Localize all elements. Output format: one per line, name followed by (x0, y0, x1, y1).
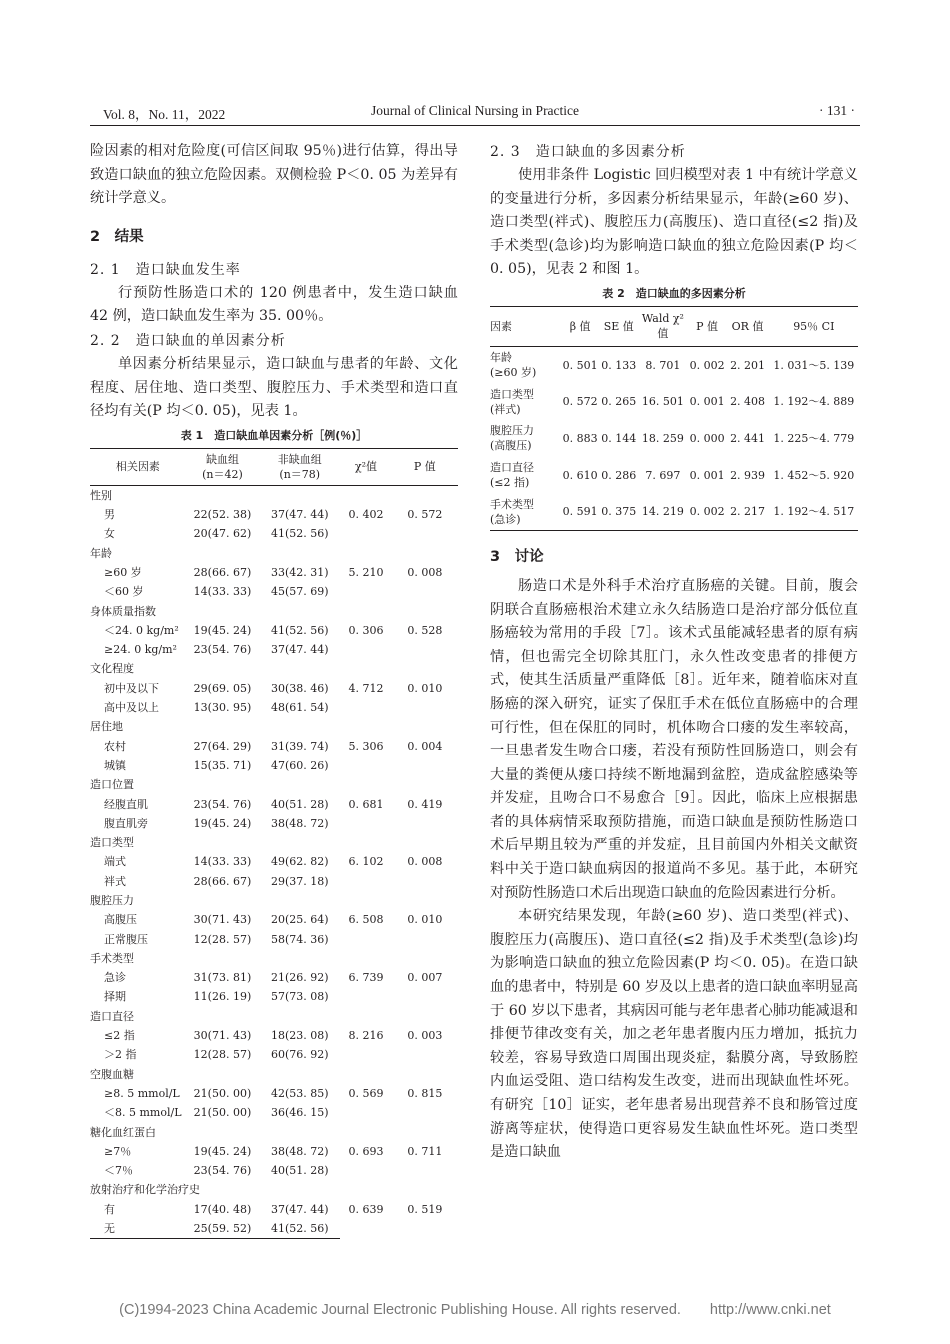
t1-sub-label: ≥60 岁 (104, 565, 142, 579)
t1-sub-label: ＜24. 0 kg/m² (104, 623, 179, 637)
t1-non-ischemia-cell: 29(37. 18) (270, 874, 329, 888)
t1-ischemia-cell: 15(35. 71) (193, 758, 252, 772)
t1-non-ischemia-cell: 37(47. 44) (270, 508, 329, 522)
t1-non-ischemia-cell: 45(57. 69) (270, 585, 329, 599)
t1-p-value: 0. 008 (407, 565, 443, 579)
t2-wald-cell: 16. 501 (641, 395, 684, 409)
t1-ischemia-cell: 27(64. 29) (193, 739, 252, 753)
t1-group-name: 造口直径 (90, 1009, 134, 1023)
t2-factor-cell (490, 384, 560, 421)
t1-p-value: 0. 711 (407, 1144, 443, 1158)
t2-or-cell: 2. 201 (730, 358, 766, 372)
t1-sub-label: 高腹压 (104, 913, 137, 927)
t2-beta-cell: 0. 610 (562, 468, 598, 482)
copyright-footer: (C)1994-2023 China Academic Journal Electronic Publishing House. All rights reserved. http://www.cnki.net (119, 1302, 831, 1318)
t2-row (490, 384, 858, 421)
t1-ischemia-cell: 14(33. 33) (193, 585, 252, 599)
t2-wald-cell: 18. 259 (641, 431, 684, 445)
t2-ci-cell: 1. 225～4. 779 (773, 431, 855, 445)
t1-header-non-ischemia: 非缺血组 (n＝78) (259, 448, 340, 485)
t1-group-row (90, 833, 458, 852)
t1-chi-value: 6. 739 (348, 971, 384, 985)
t1-ischemia-cell: 21(50. 00) (193, 1086, 252, 1100)
t2-header-p: P 值 (689, 306, 726, 346)
t1-header-chi: χ²值 (340, 448, 392, 485)
t2-factor-cell (490, 457, 560, 494)
t1-non-ischemia-cell: 40(51. 28) (270, 1164, 329, 1178)
section-3-heading: 3 讨论 (490, 548, 544, 565)
t1-sub-label: 初中及以下 (104, 681, 159, 695)
t1-chi-value: 0. 693 (348, 1144, 384, 1158)
t2-wald-cell: 14. 219 (637, 493, 689, 530)
t1-group-row (90, 891, 458, 910)
t1-sub-label: 有 (104, 1202, 115, 1216)
t2-header-beta: β 值 (560, 306, 600, 346)
t1-non-ischemia-cell: 37(47. 44) (270, 643, 329, 657)
t1-header-p: P 值 (392, 448, 458, 485)
header-page-number: · 131 · (819, 103, 855, 118)
t1-chi-value: 6. 102 (348, 855, 384, 869)
t1-non-ischemia-cell: 42(53. 85) (270, 1086, 329, 1100)
t2-beta-cell: 0. 591 (560, 493, 600, 530)
t2-wald-cell: 8. 701 (645, 358, 681, 372)
t1-chi-value: 0. 639 (348, 1202, 384, 1216)
t1-ischemia-cell: 29(69. 05) (193, 681, 252, 695)
section-2-3-heading: 2. 3 造口缺血的多因素分析 (490, 144, 686, 160)
header-journal: Journal of Clinical Nursing in Practice (370, 103, 580, 118)
t1-p-value: 0. 004 (407, 739, 443, 753)
t1-ischemia-cell: 31(73. 81) (193, 971, 252, 985)
t1-sub-label: 腹直肌旁 (104, 816, 148, 830)
t2-ci-cell: 1. 031～5. 139 (773, 358, 855, 372)
t1-ischemia-cell: 28(66. 67) (193, 874, 252, 888)
t2-header-wald: Wald χ² 值 (637, 306, 689, 346)
section-2-1-text: 行预防性肠造口术的 120 例患者中，发生造口缺血 42 例，造口缺血发生率为 35. 00％。 (90, 284, 458, 325)
t2-row (490, 420, 858, 457)
t1-non-ischemia-cell: 60(76. 92) (270, 1048, 329, 1062)
t1-group-name: 手术类型 (90, 951, 134, 965)
t1-group-row (90, 659, 458, 678)
t1-non-ischemia-cell: 33(42. 31) (270, 565, 329, 579)
t1-p-value: 0. 815 (407, 1086, 443, 1100)
t2-factor-name: 造口直径 (490, 461, 534, 475)
t2-row (490, 457, 858, 494)
t1-p-value: 0. 419 (407, 797, 443, 811)
t1-sub-label: ≥7％ (104, 1144, 132, 1158)
t1-group-name: 空腹血糖 (90, 1067, 134, 1081)
t1-group-name: 糖化血红蛋白 (90, 1125, 156, 1139)
t1-header-ischemia: 缺血组 (n＝42) (186, 448, 260, 485)
t2-header-se: SE 值 (600, 306, 637, 346)
t1-group-row (90, 602, 458, 621)
t1-non-ischemia-cell: 41(52. 56) (270, 527, 329, 541)
t2-factor-cell (490, 493, 560, 530)
t1-chi-value: 0. 681 (348, 797, 384, 811)
discussion-paragraph-1: 肠造口术是外科手术治疗直肠癌的关键。目前，腹会阴联合直肠癌根治术建立永久结肠造口是治疗部分低位直肠癌较为常用的手段［7］。该术式虽能减轻患者的原有病情，但也需完全切除其肛门，永久性改变患者的排便方式，使其生活质量严重降低［8］。近年来，随着临床对直肠癌的深入研究，证实了保肛手术在低位直肠癌中的合理可行性，但在保肛的同时，机体吻合口瘘的发生率较高，一旦患者发生吻合口瘘，若没有预防性回肠造口，则会有大量的粪便从瘘口持续不断地漏到盆腔，造成盆腔感染等并发症，且吻合口不易愈合［9］。因此，临床上应根据患者的具体病情采取预防措施，而造口缺血是预防性肠造口术后早期且较为严重的并发症，且目前国内外相关文献资料中关于造口缺血病因的报道尚不多见。基于此，本研究对预防性肠造口术后出现造口缺血的危险因素进行分析。 (490, 577, 858, 901)
t1-sub-label: 城镇 (104, 758, 126, 772)
t2-ci-cell: 1. 192～4. 889 (773, 395, 855, 409)
t1-sub-label: 男 (104, 508, 115, 522)
t1-group-row (90, 1123, 458, 1142)
t1-sub-label: 高中及以上 (104, 701, 159, 715)
t1-sub-label: 经腹直肌 (104, 797, 148, 811)
t1-group-row (90, 775, 458, 794)
t1-ischemia-cell: 23(54. 76) (193, 797, 252, 811)
t1-non-ischemia-cell: 41(52. 56) (259, 1219, 340, 1239)
t1-ischemia-cell: 21(50. 00) (193, 1106, 252, 1120)
table-2-caption: 表 2 造口缺血的多因素分析 (602, 286, 746, 300)
t1-sub-label: 正常腹压 (104, 932, 148, 946)
t1-p-value: 0. 519 (407, 1202, 443, 1216)
t1-sub-label: ≤2 指 (104, 1029, 135, 1043)
t1-non-ischemia-cell: 48(61. 54) (270, 701, 329, 715)
t1-group-row (90, 1007, 458, 1026)
t1-ischemia-cell: 20(47. 62) (193, 527, 252, 541)
t1-sub-label: 择期 (104, 990, 126, 1004)
t1-ischemia-cell: 11(26. 19) (193, 990, 252, 1004)
t1-ischemia-cell: 13(30. 95) (193, 701, 252, 715)
t1-chi-value: 8. 216 (348, 1029, 384, 1043)
t1-sub-label: ＞2 指 (104, 1048, 137, 1062)
intro-paragraph: 险因素的相对危险度(可信区间取 95％)进行估算，得出导致造口缺血的独立危险因素。双侧检验 P＜0. 05 为差异有统计学意义。 (90, 143, 458, 207)
t1-ischemia-cell: 19(45. 24) (193, 1144, 252, 1158)
t1-non-ischemia-cell: 31(39. 74) (270, 739, 329, 753)
t1-ischemia-cell: 30(71. 43) (193, 913, 252, 927)
t2-row (490, 493, 858, 530)
t2-se-cell: 0. 265 (601, 395, 637, 409)
t1-ischemia-cell: 12(28. 57) (193, 932, 252, 946)
t1-group-name: 居住地 (90, 720, 123, 734)
table-1 (90, 448, 458, 1240)
t2-factor-level: (急诊) (490, 512, 521, 526)
t1-non-ischemia-cell: 47(60. 26) (270, 758, 329, 772)
t1-group-name: 放射治疗和化学治疗史 (90, 1183, 200, 1197)
t1-non-ischemia-cell: 37(47. 44) (270, 1202, 329, 1216)
t1-ischemia-cell: 22(52. 38) (193, 508, 252, 522)
t1-non-ischemia-cell: 41(52. 56) (270, 623, 329, 637)
t1-sub-label: 无 (90, 1219, 186, 1239)
t1-ischemia-cell: 28(66. 67) (193, 565, 252, 579)
t1-ischemia-cell: 25(59. 52) (186, 1219, 260, 1239)
t2-wald-cell: 7. 697 (645, 468, 681, 482)
header-rule (90, 125, 860, 126)
t2-factor-name: 造口类型 (490, 387, 534, 401)
t1-group-name: 身体质量指数 (90, 604, 156, 618)
table-1-caption: 表 1 造口缺血单因素分析［例(％)］ (180, 428, 368, 442)
t2-p-cell: 0. 001 (689, 395, 725, 409)
t1-sub-label: 农村 (104, 739, 126, 753)
t1-chi-value: 5. 210 (348, 565, 384, 579)
t1-ischemia-cell: 17(40. 48) (193, 1202, 252, 1216)
t2-factor-name: 腹腔压力 (490, 424, 534, 438)
t1-sub-label: ＜8. 5 mmol/L (104, 1106, 182, 1120)
t2-p-cell: 0. 000 (689, 431, 725, 445)
t2-or-cell: 2. 408 (730, 395, 766, 409)
t2-or-cell: 2. 441 (730, 431, 766, 445)
t1-group-row (90, 717, 458, 736)
t1-group-name: 腹腔压力 (90, 893, 134, 907)
t1-p-value: 0. 007 (407, 971, 443, 985)
header-volume: Vol. 8，No. 11，2022 (103, 107, 226, 122)
t1-chi-value: 4. 712 (348, 681, 384, 695)
t1-group-name: 造口位置 (90, 778, 134, 792)
t1-ischemia-cell: 12(28. 57) (193, 1048, 252, 1062)
discussion-paragraph-2: 本研究结果发现，年龄(≥60 岁)、造口类型(袢式)、腹腔压力(高腹压)、造口直径(≤2 指)及手术类型(急诊)均为影响造口缺血的独立危险因素(P 均＜0. 05)。在造口缺血的患者中，特别是 60 岁及以上患者的造口缺血率明显高于 60 岁以下患者，其病因可能与老年患者心肺功能减退和排便节律改变有关，加之老年患者腹内压力增加，抵抗力较差，容易导致造口周围出现炎症，黏膜分离，导致肠腔内血运受阻、造口结构发生改变，进而出现缺血性坏死。有研究［10］证实，老年患者易出现营养不良和肠管过度游离等症状，使得造口更容易发生缺血性坏死。造口类型是造口缺血 (490, 908, 858, 1161)
section-2-heading: 2 结果 (90, 228, 144, 245)
t1-group-name: 文化程度 (90, 662, 134, 676)
t2-ci-cell: 1. 192～4. 517 (770, 493, 858, 530)
t1-sub-label: 端式 (104, 855, 126, 869)
t1-ischemia-cell: 23(54. 76) (193, 643, 252, 657)
table-2 (490, 306, 858, 531)
t1-group-row (90, 544, 458, 563)
t2-factor-level: (袢式) (490, 402, 521, 416)
t1-chi-value: 0. 569 (348, 1086, 384, 1100)
t1-p-value: 0. 003 (407, 1029, 443, 1043)
t1-chi-value: 0. 306 (348, 623, 384, 637)
t1-chi-value: 5. 306 (348, 739, 384, 753)
t1-non-ischemia-cell: 57(73. 08) (270, 990, 329, 1004)
t1-p-value: 0. 010 (407, 913, 443, 927)
t2-p-cell: 0. 002 (689, 493, 726, 530)
t1-ischemia-cell: 23(54. 76) (193, 1164, 252, 1178)
t2-se-cell: 0. 375 (600, 493, 637, 530)
t2-header-factor: 因素 (490, 306, 560, 346)
t1-sub-label: ＜60 岁 (104, 585, 144, 599)
t2-or-cell: 2. 217 (725, 493, 769, 530)
t1-sub-label: 女 (104, 527, 115, 541)
t2-se-cell: 0. 133 (601, 358, 637, 372)
t2-factor-level: (高腹压) (490, 439, 532, 453)
t1-non-ischemia-cell: 21(26. 92) (270, 971, 329, 985)
t1-p-value: 0. 008 (407, 855, 443, 869)
t1-ischemia-cell: 19(45. 24) (193, 623, 252, 637)
t2-header-or: OR 值 (725, 306, 769, 346)
t2-factor-cell (490, 346, 560, 383)
t1-non-ischemia-cell: 38(48. 72) (270, 1144, 329, 1158)
t2-p-cell: 0. 001 (689, 468, 725, 482)
t2-ci-cell: 1. 452～5. 920 (773, 468, 855, 482)
t1-group-row (90, 1180, 458, 1199)
t2-factor-name: 年龄 (490, 351, 512, 365)
t2-or-cell: 2. 939 (730, 468, 766, 482)
t2-beta-cell: 0. 883 (562, 431, 598, 445)
t1-ischemia-cell: 19(45. 24) (193, 816, 252, 830)
t1-group-row (90, 1065, 458, 1084)
t1-chi-value: 6. 508 (348, 913, 384, 927)
t1-p-value: 0. 572 (407, 508, 443, 522)
t1-ischemia-cell: 14(33. 33) (193, 855, 252, 869)
t1-ischemia-cell: 30(71. 43) (193, 1029, 252, 1043)
section-2-3-text: 使用非条件 Logistic 回归模型对表 1 中有统计学意义的变量进行分析，多因素分析结果显示，年龄(≥60 岁)、造口类型(袢式)、腹腔压力(高腹压)、造口直径(≤2 指)及手术类型(急诊)均为影响造口缺血的独立危险因素(P 均＜0. 05)，见表 2 和图 1。 (490, 167, 858, 278)
t2-factor-level: (≥60 岁) (490, 366, 537, 380)
t1-non-ischemia-cell: 30(38. 46) (270, 681, 329, 695)
t2-factor-cell (490, 420, 560, 457)
t1-non-ischemia-cell: 38(48. 72) (270, 816, 329, 830)
t1-group-row (90, 485, 458, 505)
left-column (90, 140, 458, 1239)
t2-beta-cell: 0. 572 (562, 395, 598, 409)
t1-non-ischemia-cell: 36(46. 15) (270, 1106, 329, 1120)
t2-p-cell: 0. 002 (689, 358, 725, 372)
t1-header-factor: 相关因素 (90, 448, 186, 485)
t1-sub-label: 袢式 (104, 874, 126, 888)
section-2-2-heading: 2. 2 造口缺血的单因素分析 (90, 332, 286, 349)
t2-row (490, 346, 858, 383)
t1-group-name: 造口类型 (90, 836, 134, 850)
t1-sub-label: 急诊 (104, 971, 126, 985)
t1-sub-label: ≥8. 5 mmol/L (104, 1086, 180, 1100)
section-2-2-text: 单因素分析结果显示，造口缺血与患者的年龄、文化程度、居住地、造口类型、腹腔压力、手术类型和造口直径均有关(P 均＜0. 05)，见表 1。 (90, 355, 458, 420)
t1-group-name: 性别 (90, 488, 112, 502)
t2-factor-name: 手术类型 (490, 497, 534, 511)
t1-non-ischemia-cell: 20(25. 64) (270, 913, 329, 927)
t1-group-row (90, 949, 458, 968)
t1-chi-value: 0. 402 (348, 508, 384, 522)
t2-beta-cell: 0. 501 (562, 358, 598, 372)
t1-non-ischemia-cell: 49(62. 82) (270, 855, 329, 869)
t1-sub-label: ≥24. 0 kg/m² (104, 643, 177, 657)
t1-sub-label: ＜7％ (104, 1164, 133, 1178)
t1-non-ischemia-cell: 58(74. 36) (270, 932, 329, 946)
t1-non-ischemia-cell: 18(23. 08) (270, 1029, 329, 1043)
t2-factor-level: (≤2 指) (490, 476, 530, 490)
t2-header-ci: 95％ CI (770, 306, 858, 346)
right-column (490, 140, 858, 1165)
t2-se-cell: 0. 144 (601, 431, 637, 445)
t1-non-ischemia-cell: 40(51. 28) (270, 797, 329, 811)
section-2-1-heading: 2. 1 造口缺血发生率 (90, 261, 241, 278)
t1-p-value: 0. 010 (407, 681, 443, 695)
t2-se-cell: 0. 286 (601, 468, 637, 482)
t1-p-value: 0. 528 (407, 623, 443, 637)
t1-group-name: 年龄 (90, 546, 112, 560)
